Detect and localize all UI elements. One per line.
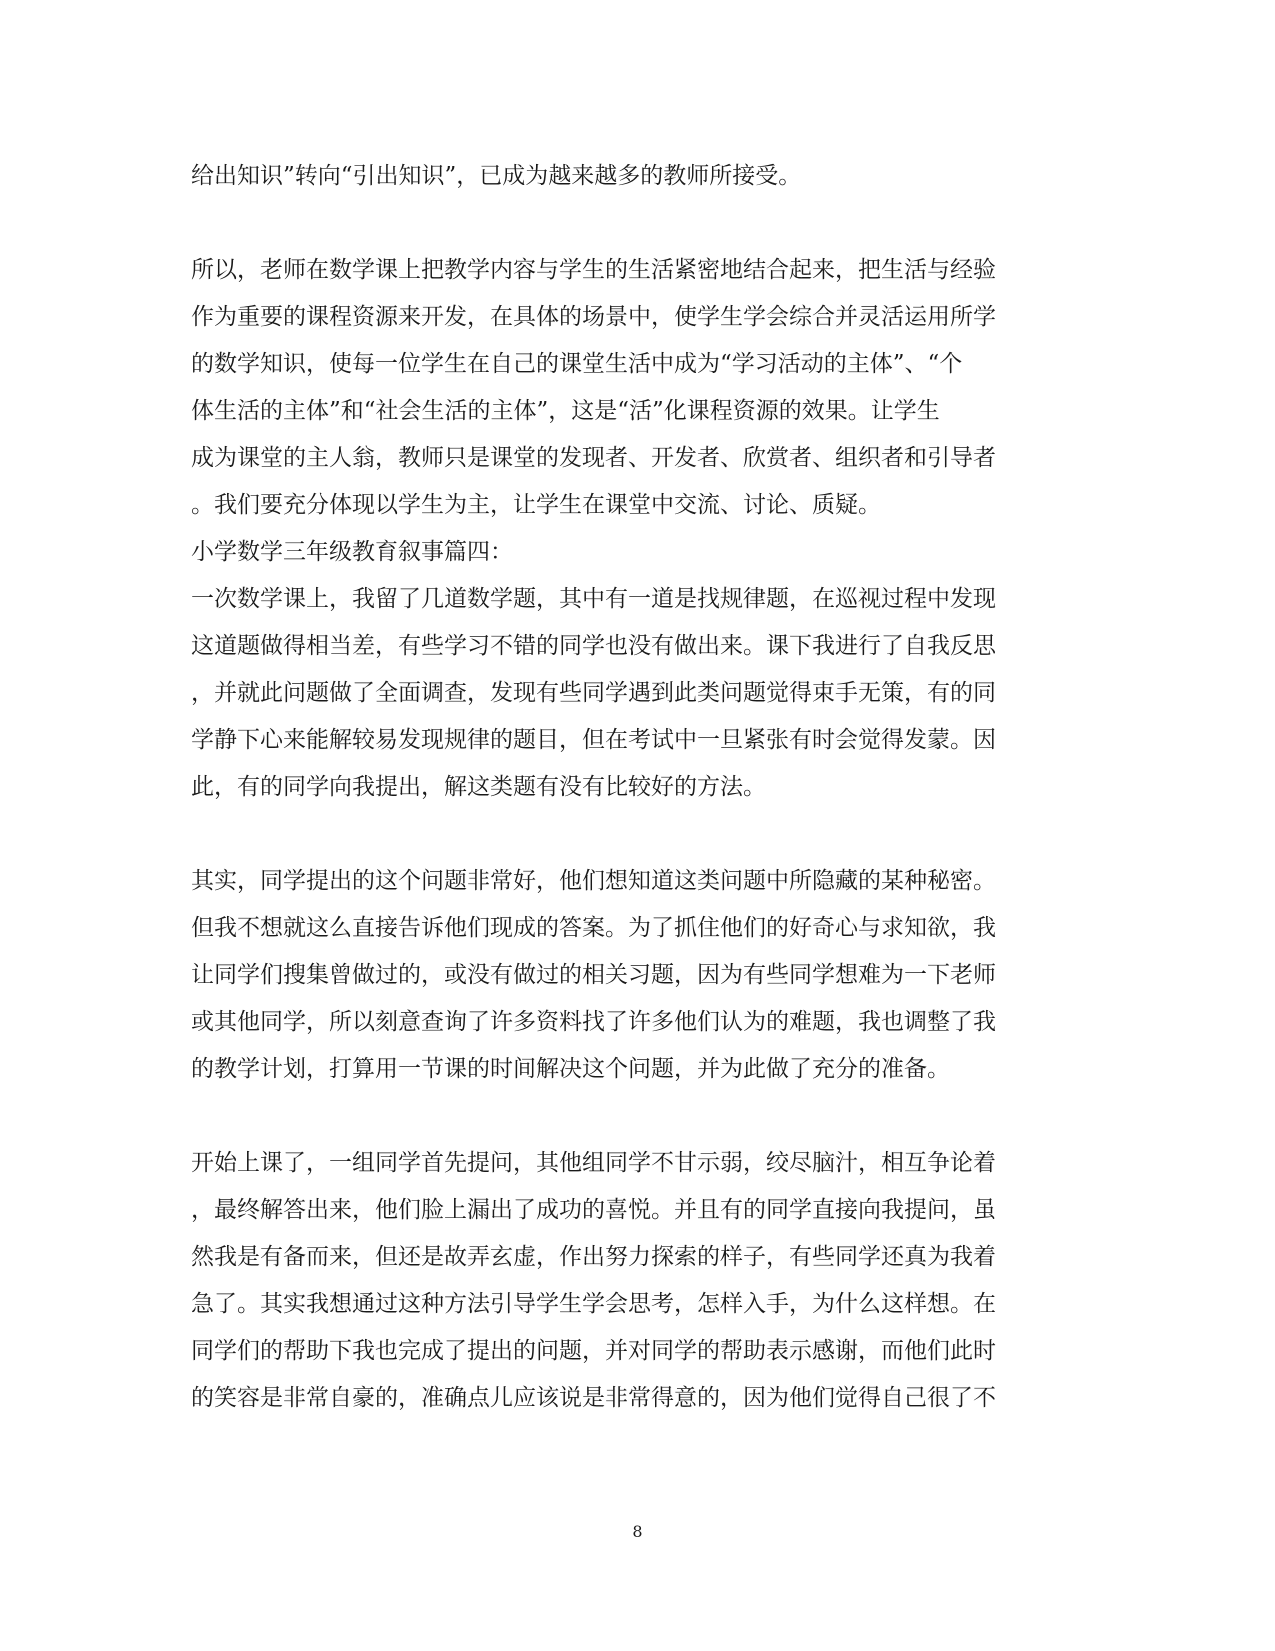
text-line: 的笑容是非常自豪的，准确点儿应该说是非常得意的，因为他们觉得自己很了不: [191, 1385, 996, 1411]
text-line: 体生活的主体”和“社会生活的主体”，这是“活”化课程资源的效果。让学生: [191, 398, 940, 424]
text-line: 此，有的同学向我提出，解这类题有没有比较好的方法。: [191, 774, 766, 800]
text-line: 然我是有备而来，但还是故弄玄虚，作出努力探索的样子，有些同学还真为我着: [191, 1244, 996, 1270]
text-line: 但我不想就这么直接告诉他们现成的答案。为了抓住他们的好奇心与求知欲，我: [191, 915, 996, 941]
text-line: 同学们的帮助下我也完成了提出的问题，并对同学的帮助表示感谢，而他们此时: [191, 1338, 996, 1364]
text-line: 一次数学课上，我留了几道数学题，其中有一道是找规律题，在巡视过程中发现: [191, 586, 996, 612]
text-line: 的教学计划，打算用一节课的时间解决这个问题，并为此做了充分的准备。: [191, 1056, 950, 1082]
text-line: 的数学知识，使每一位学生在自己的课堂生活中成为“学习活动的主体”、“个: [191, 351, 963, 377]
text-line: 其实，同学提出的这个问题非常好，他们想知道这类问题中所隐藏的某种秘密。: [191, 868, 996, 894]
text-line: 成为课堂的主人翁，教师只是课堂的发现者、开发者、欣赏者、组织者和引导者: [191, 445, 996, 471]
text-line: 所以，老师在数学课上把教学内容与学生的生活紧密地结合起来，把生活与经验: [191, 257, 996, 283]
text-line: 这道题做得相当差，有些学习不错的同学也没有做出来。课下我进行了自我反思: [191, 633, 996, 659]
page-number: 8: [632, 1522, 643, 1541]
text-line: 开始上课了，一组同学首先提问，其他组同学不甘示弱，绞尽脑汁，相互争论着: [191, 1150, 996, 1176]
text-line: 学静下心来能解较易发现规律的题目，但在考试中一旦紧张有时会觉得发蒙。因: [191, 727, 996, 753]
text-line: 作为重要的课程资源来开发，在具体的场景中，使学生学会综合并灵活运用所学: [191, 304, 996, 330]
text-line: 给出知识”转向“引出知识”，已成为越来越多的教师所接受。: [191, 163, 802, 189]
section-heading: 小学数学三年级教育叙事篇四：: [191, 539, 513, 565]
text-line: ，最终解答出来，他们脸上漏出了成功的喜悦。并且有的同学直接向我提问，虽: [191, 1197, 996, 1223]
text-line: 或其他同学，所以刻意查询了许多资料找了许多他们认为的难题，我也调整了我: [191, 1009, 996, 1035]
text-line: ，并就此问题做了全面调查，发现有些同学遇到此类问题觉得束手无策，有的同: [191, 680, 996, 706]
text-line: 。我们要充分体现以学生为主，让学生在课堂中交流、讨论、质疑。: [191, 492, 881, 518]
text-line: 让同学们搜集曾做过的，或没有做过的相关习题，因为有些同学想难为一下老师: [191, 962, 996, 988]
text-line: 急了。其实我想通过这种方法引导学生学会思考，怎样入手，为什么这样想。在: [191, 1291, 996, 1317]
